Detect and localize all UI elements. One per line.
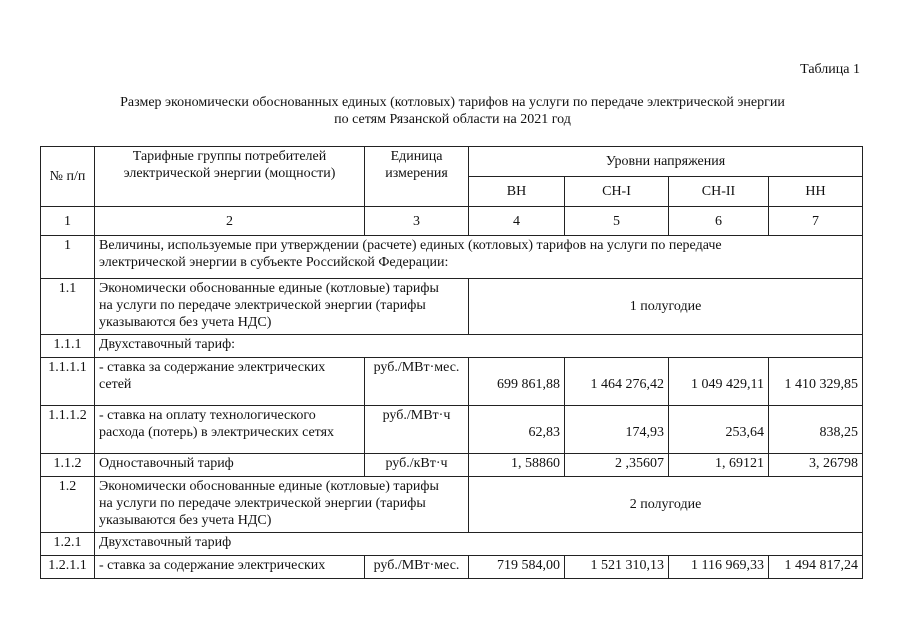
row-1-1-1-2-unit: руб./МВт·ч [365,406,469,454]
row-1-1-1-2-text [95,406,365,454]
row-1-1-1-1-sn2: 1 049 429,11 [669,358,769,406]
row-1-1-text-line3: указываются без учета НДС) [99,315,272,330]
table-label: Таблица 1 [800,62,860,77]
col-number-7: 7 [769,207,863,236]
row-1-2-text-line3: указываются без учета НДС) [99,513,272,528]
row-1-text-line2: электрической энергии в субъекте Российской Федерации: [99,255,449,270]
row-1-1-1-1-text-line2: сетей [99,377,132,392]
row-1-2-1-1-sn2: 1 116 969,33 [669,556,769,579]
row-1-1-1-2-num: 1.1.1.2 [41,406,95,454]
row-1-2-text-line2: на услуги по передаче электрической энергии (тарифы [99,496,426,511]
header-sn2: СН-II [669,177,769,207]
header-row-1 [41,147,863,177]
row-1-2-1-1-text: - ставка за содержание электрических [95,556,365,579]
row-1-1-1-2-vn: 62,83 [469,406,565,454]
header-nn: НН [769,177,863,207]
row-1-1-2-num: 1.1.2 [41,454,95,477]
tariff-table [40,146,863,579]
row-1-2-text-line1: Экономически обоснованные единые (котловые) тарифы [99,479,439,494]
header-unit [365,147,469,207]
header-num: № п/п [41,147,95,207]
row-1-1-1-1-vn: 699 861,88 [469,358,565,406]
row-1 [41,236,863,279]
row-1-1-2-nn: 3, 26798 [769,454,863,477]
row-1-1-2-sn2: 1, 69121 [669,454,769,477]
row-1-text [95,236,863,279]
row-1-1-1-1-sn1: 1 464 276,42 [565,358,669,406]
header-vn: ВН [469,177,565,207]
row-1-1-1-2-text-line1: - ставка на оплату технологического [99,408,316,423]
row-1-1-1-1-num: 1.1.1.1 [41,358,95,406]
row-1-1-1-1-text-line1: - ставка за содержание электрических [99,360,326,375]
row-1-2-1-num: 1.2.1 [41,533,95,556]
row-1-2-1-1-nn: 1 494 817,24 [769,556,863,579]
row-1-1-1-text: Двухставочный тариф: [95,335,863,358]
col-number-4: 4 [469,207,565,236]
row-1-1-2-vn: 1, 58860 [469,454,565,477]
row-1-1-2-sn1: 2 ,35607 [565,454,669,477]
col-number-6: 6 [669,207,769,236]
document-title [0,94,905,128]
row-1-2-1-text: Двухставочный тариф [95,533,863,556]
row-1-1-text-line1: Экономически обоснованные единые (котловые) тарифы [99,281,439,296]
col-number-1: 1 [41,207,95,236]
row-1-1-period: 1 полугодие [469,279,863,335]
title-line-2: по сетям Рязанской области на 2021 год [334,112,571,127]
header-group-line2: электрической энергии (мощности) [123,166,336,181]
row-1-1-1 [41,335,863,358]
row-1-1-1-2 [41,406,863,454]
row-1-1-text-line2: на услуги по передаче электрической энергии (тарифы [99,298,426,313]
row-1-1-2-text: Одноставочный тариф [95,454,365,477]
header-levels: Уровни напряжения [469,147,863,177]
row-1-1-1-2-sn1: 174,93 [565,406,669,454]
col-number-5: 5 [565,207,669,236]
row-1-num: 1 [41,236,95,279]
column-number-row [41,207,863,236]
row-1-1-2 [41,454,863,477]
row-1-1-1-num: 1.1.1 [41,335,95,358]
header-group-line1: Тарифные группы потребителей [132,149,327,164]
row-1-2 [41,477,863,533]
row-1-1-num: 1.1 [41,279,95,335]
row-1-1-1-2-nn: 838,25 [769,406,863,454]
row-1-2-1-1-num: 1.2.1.1 [41,556,95,579]
row-1-2-period: 2 полугодие [469,477,863,533]
row-1-2-1-1-sn1: 1 521 310,13 [565,556,669,579]
row-1-1-1-1-nn: 1 410 329,85 [769,358,863,406]
col-number-3: 3 [365,207,469,236]
header-group [95,147,365,207]
row-1-2-1-1-unit: руб./МВт·мес. [365,556,469,579]
row-1-1-1-1-text [95,358,365,406]
row-1-1 [41,279,863,335]
row-1-1-1-1-unit: руб./МВт·мес. [365,358,469,406]
row-1-2-text [95,477,469,533]
header-unit-line1: Единица [390,149,443,164]
header-unit-line2: измерения [385,166,448,181]
row-1-1-1-2-sn2: 253,64 [669,406,769,454]
row-1-1-1-1 [41,358,863,406]
header-sn1: СН-I [565,177,669,207]
col-number-2: 2 [95,207,365,236]
row-1-2-1-1 [41,556,863,579]
row-1-2-1 [41,533,863,556]
row-1-text-line1: Величины, используемые при утверждении (расчете) единых (котловых) тарифов на услуги по передаче [99,238,722,253]
row-1-2-num: 1.2 [41,477,95,533]
row-1-1-1-2-text-line2: расхода (потерь) в электрических сетях [99,425,335,440]
row-1-2-1-1-vn: 719 584,00 [469,556,565,579]
row-1-1-text [95,279,469,335]
row-1-1-2-unit: руб./кВт·ч [365,454,469,477]
title-line-1: Размер экономически обоснованных единых (котловых) тарифов на услуги по передаче электрической энергии [120,95,785,110]
